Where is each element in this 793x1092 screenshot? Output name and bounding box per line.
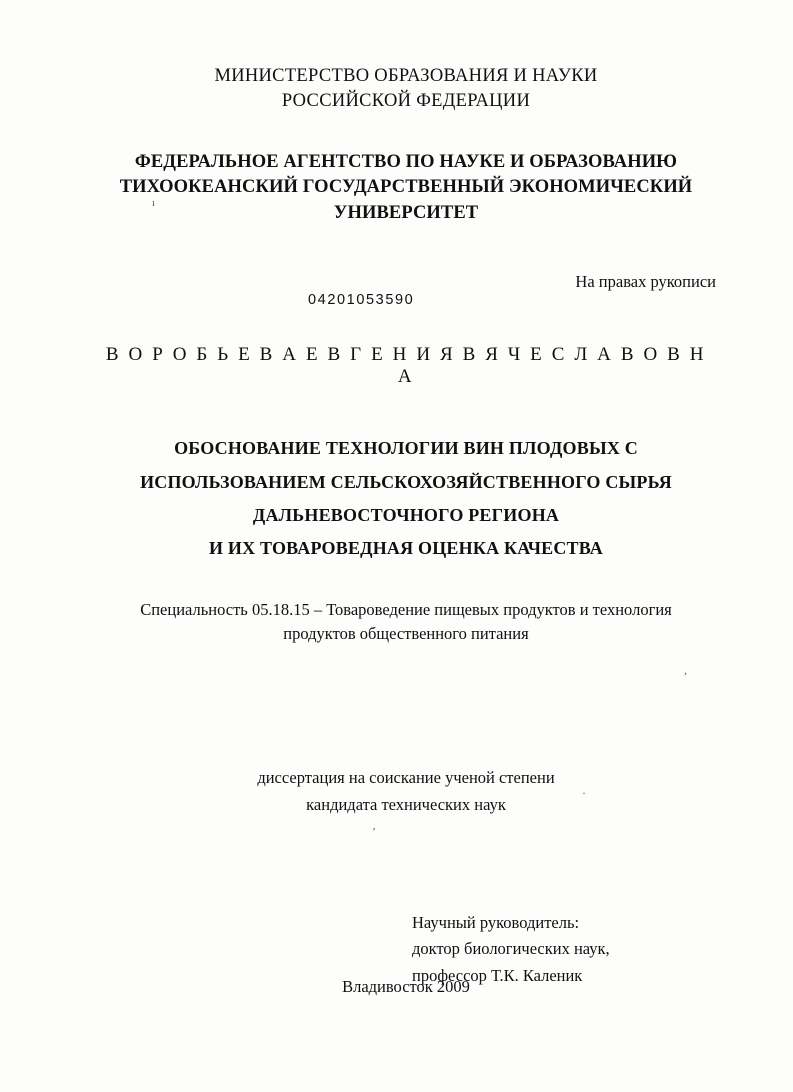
speciality-line-1: Специальность 05.18.15 – Товароведение пищевых продуктов и технология: [140, 599, 672, 619]
title-line-2: ИСПОЛЬЗОВАНИЕМ СЕЛЬСКОХОЗЯЙСТВЕННОГО СЫРЬЯ: [140, 471, 672, 492]
agency-block: [96, 150, 716, 227]
speciality-line-2: продуктов общественного питания: [283, 624, 529, 644]
agency-line-1: ФЕДЕРАЛЬНОЕ АГЕНТСТВО ПО НАУКЕ И ОБРАЗОВАНИЮ: [134, 151, 678, 172]
degree-line-1: диссертация на соискание ученой степени: [257, 768, 555, 788]
title-page-content: [96, 0, 716, 1092]
ministry-block: [96, 64, 716, 114]
speciality-block: [96, 598, 716, 648]
document-number: 04201053590: [308, 292, 415, 309]
title-line-3: ДАЛЬНЕВОСТОЧНОГО РЕГИОНА: [252, 505, 560, 526]
ministry-line-2: РОССИЙСКОЙ ФЕДЕРАЦИИ: [281, 90, 531, 111]
place-and-year: Владивосток 2009: [342, 977, 470, 996]
title-line-4: И ИХ ТОВАРОВЕДНАЯ ОЦЕНКА КАЧЕСТВА: [209, 538, 603, 559]
supervisor-line-3: профессор Т.К. Каленик: [412, 965, 583, 985]
dissertation-title: [96, 432, 716, 565]
degree-block: [96, 765, 716, 818]
stray-pen-mark-icon: ʼ: [369, 825, 377, 839]
supervisor-line-1: Научный руководитель:: [412, 912, 580, 932]
title-line-1: ОБОСНОВАНИЕ ТЕХНОЛОГИИ ВИН ПЛОДОВЫХ С: [174, 438, 638, 459]
stray-pen-mark-icon: ʼ: [681, 670, 688, 684]
author-name: В О Р О Б Ь Е В А Е В Г Е Н И Я В Я Ч Е С Л А В О В Н А: [105, 344, 707, 388]
degree-line-2: кандидата технических наук: [306, 794, 506, 814]
agency-line-3: УНИВЕРСИТЕТ: [333, 202, 479, 223]
supervisor-line-2: доктор биологических наук,: [412, 939, 610, 959]
stray-dot-mark-icon: ·: [582, 786, 586, 800]
stray-pen-mark-icon: ı: [152, 197, 156, 209]
rights-row: [96, 272, 716, 309]
rights-note: На правах рукописи: [575, 272, 716, 292]
agency-line-2: ТИХООКЕАНСКИЙ ГОСУДАРСТВЕННЫЙ ЭКОНОМИЧЕСКИЙ: [119, 177, 693, 198]
ministry-line-1: МИНИСТЕРСТВО ОБРАЗОВАНИЯ И НАУКИ: [214, 66, 598, 86]
